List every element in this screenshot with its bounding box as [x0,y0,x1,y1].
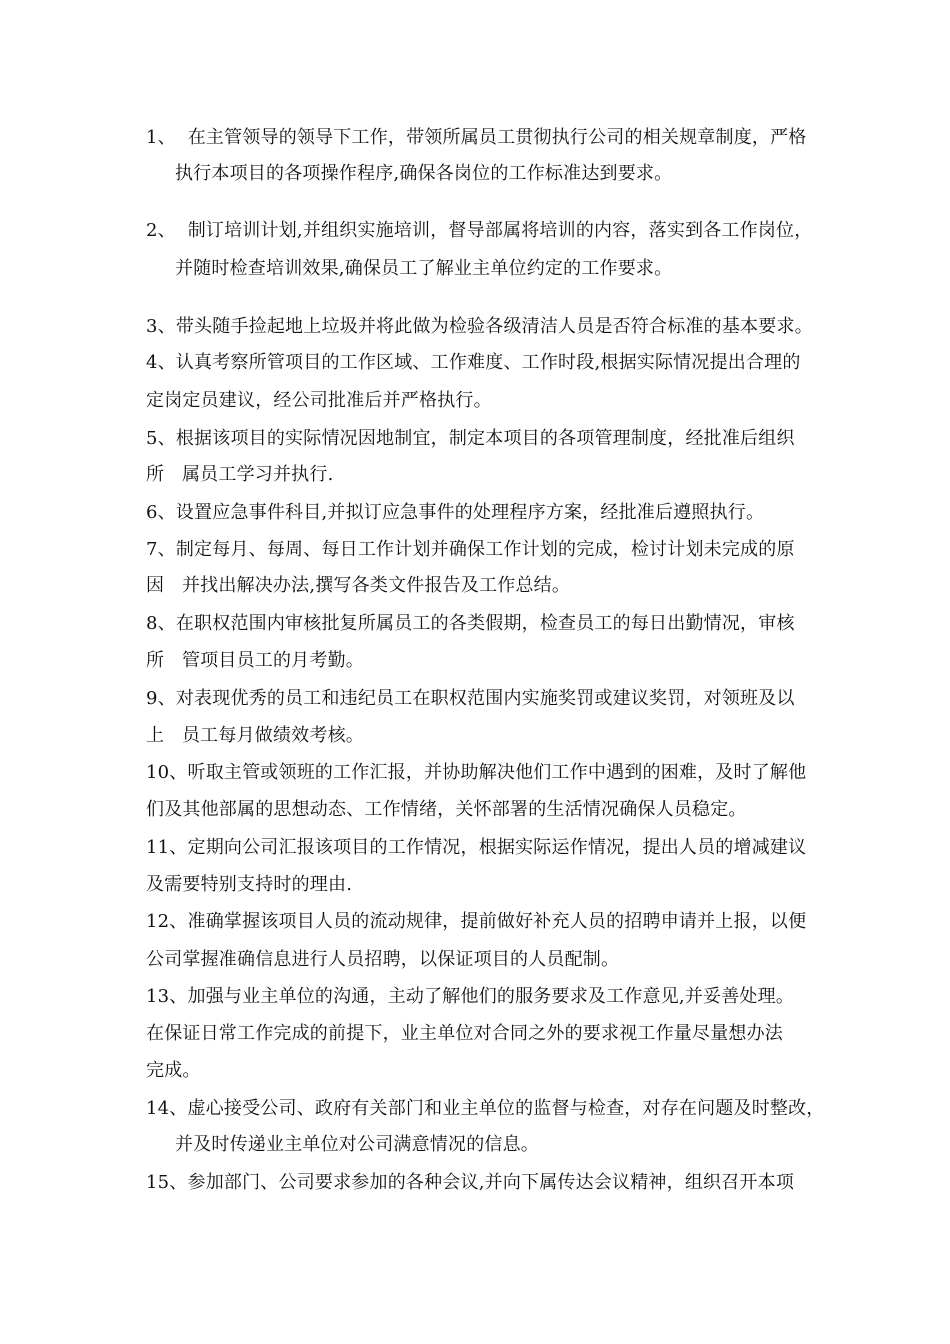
item-11-line-2: 及需要特别支持时的理由. [146,874,353,895]
item-2-line-2: 并随时检查培训效果,确保员工了解业主单位约定的工作要求。 [175,258,673,279]
item-12-line-2: 公司掌握准确信息进行人员招聘，以保证项目的人员配制。 [146,949,620,970]
item-10-line-2: 们及其他部属的思想动态、工作情绪，关怀部署的生活情况确保人员稳定。 [146,799,747,820]
item-14-line-1: 14、虚心接受公司、政府有关部门和业主单位的监督与检查，对存在问题及时整改， [146,1098,825,1119]
item-14-line-2: 并及时传递业主单位对公司满意情况的信息。 [175,1134,539,1155]
item-7-line-1: 7、制定每月、每周、每日工作计划并确保工作计划的完成，检讨计划未完成的原 [146,539,795,560]
item-8-line-2: 所 管项目员工的月考勤。 [146,650,364,671]
item-4-line-1: 4、认真考察所管项目的工作区域、工作难度、工作时段,根据实际情况提出合理的 [146,352,801,373]
item-5-line-1: 5、根据该项目的实际情况因地制宜，制定本项目的各项管理制度，经批准后组织 [146,428,795,449]
item-3-line-1: 3、带头随手捡起地上垃圾并将此做为检验各级清洁人员是否符合标准的基本要求。 [146,316,813,337]
item-2-line-1: 2、 制订培训计划,并组织实施培训，督导部属将培训的内容，落实到各工作岗位， [146,220,813,241]
item-8-line-1: 8、在职权范围内审核批复所属员工的各类假期，检查员工的每日出勤情况，审核 [146,613,795,634]
item-1-line-1: 1、 在主管领导的领导下工作，带领所属员工贯彻执行公司的相关规章制度，严格 [146,127,807,148]
item-13-line-1: 13、加强与业主单位的沟通，主动了解他们的服务要求及工作意见,并妥善处理。 [146,986,795,1007]
item-10-line-1: 10、听取主管或领班的工作汇报，并协助解决他们工作中遇到的困难，及时了解他 [146,762,807,783]
item-12-line-1: 12、准确掌握该项目人员的流动规律，提前做好补充人员的招聘申请并上报，以便 [146,911,807,932]
item-9-line-1: 9、对表现优秀的员工和违纪员工在职权范围内实施奖罚或建议奖罚，对领班及以 [146,688,795,709]
item-13-line-2: 在保证日常工作完成的前提下，业主单位对合同之外的要求视工作量尽量想办法 [146,1023,783,1044]
item-15-line-1: 15、参加部门、公司要求参加的各种会议,并向下属传达会议精神，组织召开本项 [146,1172,795,1193]
item-4-line-2: 定岗定员建议，经公司批准后并严格执行。 [146,390,492,411]
item-5-line-2: 所 属员工学习并执行. [146,464,334,485]
item-9-line-2: 上 员工每月做绩效考核。 [146,725,364,746]
item-7-line-2: 因 并找出解决办法,撰写各类文件报告及工作总结。 [146,575,571,596]
item-13-line-3: 完成。 [146,1060,201,1081]
item-6-line-1: 6、设置应急事件科目,并拟订应急事件的处理程序方案，经批准后遵照执行。 [146,502,765,523]
item-1-line-2: 执行本项目的各项操作程序,确保各岗位的工作标准达到要求。 [175,163,673,184]
item-11-line-1: 11、定期向公司汇报该项目的工作情况，根据实际运作情况，提出人员的增减建议 [146,837,807,858]
